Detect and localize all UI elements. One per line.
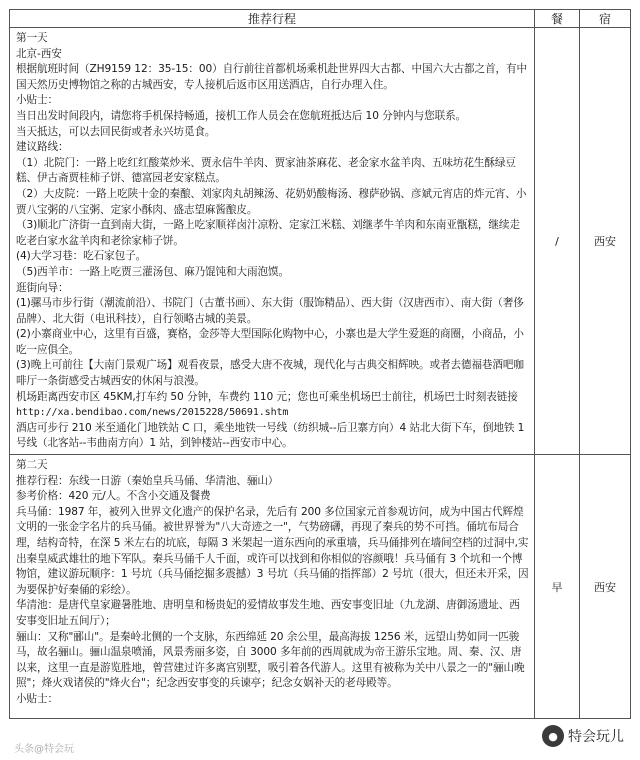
day2-terracotta: 兵马俑：1987 年，被列入世界文化遗产的保护名录，先后有 200 多位国家元首参观访问，成为中国古代辉煌文明的一张金字名片的兵马俑。被世界誉为"八大奇迹之一"，气势磅礴，再现了秦兵的势不可挡。俑坑布局合理，结构奇特，在深 5 米左右的坑底，每隔 3 米架起一道东西向的承重墙，兵马俑排列在墙间空档的过洞中,实出秦皇威武雄壮的地下军队。秦兵马俑千人千面，或许可以找到和你相似的容颜哦！兵马俑有 3 个坑和一个博物馆，建议游玩顺序：1 号坑（兵马俑挖掘多震撼）3 号坑（兵马俑的指挥部）2 号坑（很大，但还未开采，因为要保护好秦俑的彩绘）。: [16, 505, 529, 596]
day1-shopping-1: (1)骡马市步行街（潮流前沿）、书院门（古董书画）、东大街（服饰精品）、西大街（汉唐西市）、南大街（奢侈品牌）、北大街（电讯科技），自行领略古城的美景。: [16, 297, 524, 325]
day1-row: [10, 28, 631, 455]
day1-route-5: （5)西羊市：一路上吃贾三灌汤包、麻乃馄饨和大雨泡馍。: [16, 265, 290, 278]
day1-shopping-heading: 逛街向导：: [16, 281, 69, 294]
watermark-left: 头条@特会玩: [14, 744, 74, 755]
wechat-logo-icon: ●: [542, 725, 564, 747]
day1-shopping-2: (2)小寨商业中心，这里有百盛，赛格，金莎等大型国际化购物中心，小寨也是大学生爱逛的商圈，小商品，小吃一应俱全。: [16, 328, 524, 356]
bus-schedule-link[interactable]: http://xa.bendibao.com/news/2015228/50691.shtm: [16, 407, 289, 419]
day1-route-1: （1）北院门：一路上吃红红酸菜炒米、贾永信牛羊肉、贾家油茶麻花、老金家水盆羊肉、五味坊花生酥绿豆糕、伊古斋贾桂柿子饼、德富园老安家糕点。: [16, 156, 516, 185]
header-meal: 餐: [535, 10, 580, 28]
day2-huaqing: 华清池：是唐代皇家避暑胜地、唐明皇和杨贵妃的爱情故事发生地、西安事变旧址（九龙湖、唐御汤遗址、西安事变旧址五间厅）；: [16, 599, 520, 627]
day1-title: 第一天: [16, 32, 48, 44]
watermark-right: [538, 723, 628, 749]
day1-route-4: (4)大学习巷：吃石家包子。: [16, 250, 147, 263]
itinerary-table: [9, 9, 631, 719]
day2-lishan: 骊山：又称"郦山"。是秦岭北侧的一个支脉，东西绵延 20 余公里，最高海拔 1256 米，远望山势如同一匹骏马，故名骊山。骊山温泉喷涌，风景秀丽多姿，自 3000 多年前的西周就成为帝王游乐宝地。周、秦、汉、唐以来，这里一直是游览胜地，曾营建过许多离宫别墅，吸引着各代游人。这里有被称为关中八景之一的"骊山晚照"；烽火戏诸侯的"烽火台"；纪念西安事变的兵谏亭；纪念女娲补天的老母殿等。: [16, 630, 525, 690]
day1-transport: 机场距离西安市区 45KM,打车约 50 分钟，车费约 110 元；您也可乘坐机场巴士前往，机场巴士时刻表链接 http://xa.bendibao.com/news/2015228/50691.shtm: [16, 390, 518, 419]
day2-meal: 早: [535, 455, 580, 719]
day2-title: 第二天: [16, 459, 48, 472]
day1-route: 北京-西安: [16, 47, 62, 60]
day1-tip-phone: 当日出发时间段内，请您将手机保持畅通，接机工作人员会在您航班抵达后 10 分钟内与您联系。: [16, 109, 467, 122]
day2-tips-heading: 小贴士：: [16, 692, 58, 705]
day1-metro: 酒店可步行 210 米至通化门地铁站 C 口，乘坐地铁一号线（纺织城--后卫寨方向）4 站北大街下车，倒地铁 1 号线（北客站--韦曲南方向）1 站，到钟楼站--西安市中心。: [16, 421, 525, 450]
day2-price: 参考价格：420 元/人。不含小交通及餐费: [16, 490, 211, 503]
day1-route-heading: 建议路线：: [16, 141, 69, 154]
day1-tip-food: 当天抵达，可以去回民街或者永兴坊觅食。: [16, 125, 216, 138]
day1-content: [10, 28, 534, 454]
header-stay: 宿: [580, 10, 631, 28]
day2-plan: 推荐行程：东线一日游（秦始皇兵马俑、华清池、骊山）: [16, 474, 279, 487]
header-itinerary: 推荐行程: [10, 10, 535, 28]
day2-row: [10, 455, 631, 719]
day2-content: [10, 455, 534, 718]
day1-tips-heading: 小贴士：: [16, 94, 58, 107]
day1-shopping-3: (3)晚上可前往【大南门景观广场】观看夜景，感受大唐不夜城，现代化与古典交相辉映。或者去德福巷酒吧咖啡厅一条街感受古城西安的休闲与浪漫。: [16, 359, 524, 388]
day1-flight: 根据航班时间（ZH9159 12：35-15：00）自行前往首都机场乘机赴世界四大古都、中国六大古都之首，有中国天然历史博物馆之称的古城西安，专人接机后返市区用送酒店，自行办理入住。: [16, 63, 527, 91]
day1-route-2: （2）大皮院：一路上吃陕十金的秦酿、刘家肉丸胡辣汤、花奶奶酸梅汤、穆萨砂锅、彦斌元宵店的炸元宵、小贾八宝粥的八宝粥、定家小酥肉、盛志望麻酱酿皮。: [16, 187, 527, 216]
day2-stay: 西安: [580, 455, 631, 719]
day1-stay: 西安: [580, 28, 631, 455]
header-row: [10, 10, 631, 28]
day1-meal: /: [535, 28, 580, 455]
day1-route-3: （3)顺北广济街一直到南大街，一路上吃家顺祥卤汁凉粉、定家江米糕、刘继孝牛羊肉和东南亚甑糕，继续走吃老白家水盆羊肉和老徐家柿子饼。: [16, 219, 520, 247]
watermark-right-text: 特会玩儿: [568, 729, 624, 745]
